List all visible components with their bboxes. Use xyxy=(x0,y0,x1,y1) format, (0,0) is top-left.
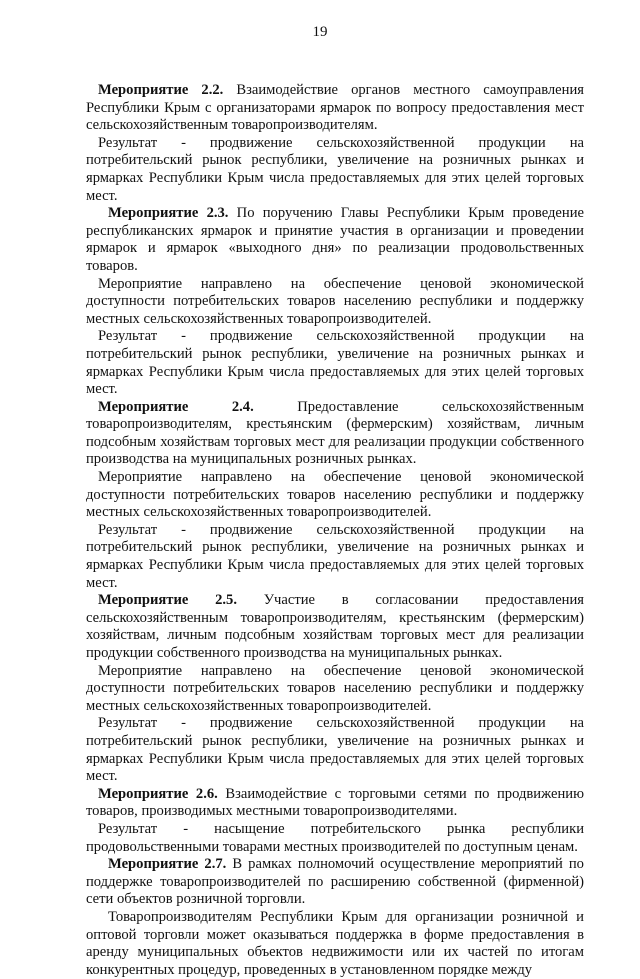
paragraph-text: Товаропроизводителям Республики Крым для организации розничной и оптовой торговли может оказываться поддержка в форме предоставления в аренду муниципальных объектов недвижимости или их частей по итогам конкурентных процедур, проведенных в установленном порядке между xyxy=(86,908,584,978)
paragraph-text: Предоставление сельскохозяйственным товаропроизводителям, крестьянским (фермерским) хозяйствам, личным подсобным хозяйствам торговых мест для реализации продукции собственного производства на муниципальных розничных рынках. xyxy=(86,398,584,468)
paragraph-measure-2-3 xyxy=(86,205,584,275)
paragraph-result xyxy=(86,135,584,205)
paragraph-text: Мероприятие направлено на обеспечение ценовой экономической доступности потребительских товаров населению республики и поддержку местных сельскохозяйственных товаропроизводителей. xyxy=(86,275,584,327)
paragraph-aim xyxy=(86,663,584,716)
paragraph-result xyxy=(86,522,584,592)
paragraph-result xyxy=(86,328,584,398)
paragraph-aim xyxy=(86,276,584,329)
page-number: 19 xyxy=(312,24,328,40)
paragraph-measure-2-4 xyxy=(86,399,584,469)
paragraph-result xyxy=(86,821,584,856)
measure-heading: Мероприятие 2.2. xyxy=(98,82,224,98)
paragraph-text: Результат - продвижение сельскохозяйственной продукции на потребительский рынок республики, увеличение на розничных рынках и ярмарках Республики Крым числа предоставляемых для этих целей торговых мест. xyxy=(86,328,584,398)
paragraph-measure-2-7 xyxy=(86,856,584,909)
document-body xyxy=(86,82,584,979)
measure-heading: Мероприятие 2.6. xyxy=(98,785,218,802)
paragraph-measure-2-5 xyxy=(86,592,584,662)
paragraph-text: Результат - насыщение потребительского рынка республики продовольственными товарами местных производителей по доступным ценам. xyxy=(86,820,584,855)
measure-heading: Мероприятие 2.4. xyxy=(98,398,254,415)
paragraph-result xyxy=(86,715,584,785)
paragraph-text: Результат - продвижение сельскохозяйственной продукции на потребительский рынок республики, увеличение на розничных рынках и ярмарках Республики Крым числа предоставляемых для этих целей торговых мест. xyxy=(86,715,584,785)
paragraph-text: Участие в согласовании предоставления сельскохозяйственным товаропроизводителям, крестьянским (фермерским) хозяйствам, личным подсобным хозяйствам торговых мест для реализации продукции собственного производства на муниципальных рынках. xyxy=(86,592,584,661)
paragraph-text: По поручению Главы Республики Крым проведение республиканских ярмарок и принятие участия в организации и проведении ярмарок и ярмарок «выходного дня» по реализации продовольственных товаров. xyxy=(86,205,584,274)
paragraph-text: Мероприятие направлено на обеспечение ценовой экономической доступности потребительских товаров населению республики и поддержку местных сельскохозяйственных товаропроизводителей. xyxy=(86,469,584,521)
measure-heading: Мероприятие 2.3. xyxy=(108,205,229,222)
paragraph-aim xyxy=(86,469,584,522)
paragraph-text: Результат - продвижение сельскохозяйственной продукции на потребительский рынок республики, увеличение на розничных рынках и ярмарках Республики Крым числа предоставляемых для этих целей торговых мест. xyxy=(86,521,584,591)
paragraph-text: Взаимодействие органов местного самоуправления Республики Крым с организаторами ярмарок по вопросу предоставления мест сельскохозяйственным товаропроизводителям. xyxy=(86,82,584,134)
paragraph-text: Результат - продвижение сельскохозяйственной продукции на потребительский рынок республики, увеличение на розничных рынках и ярмарках Республики Крым числа предоставляемых для этих целей торговых мест. xyxy=(86,134,584,204)
paragraph-measure-2-6 xyxy=(86,786,584,821)
paragraph-support xyxy=(86,909,584,979)
paragraph-text: Мероприятие направлено на обеспечение ценовой экономической доступности потребительских товаров населению республики и поддержку местных сельскохозяйственных товаропроизводителей. xyxy=(86,662,584,714)
paragraph-text: Взаимодействие с торговыми сетями по продвижению товаров, производимых местными товаропроизводителями. xyxy=(86,785,584,820)
paragraph-measure-2-2 xyxy=(86,82,584,135)
measure-heading: Мероприятие 2.5. xyxy=(98,592,237,609)
paragraph-text: В рамках полномочий осуществление мероприятий по поддержке товаропроизводителей по расширению собственной (фирменной) сети объектов розничной торговли. xyxy=(86,856,584,908)
measure-heading: Мероприятие 2.7. xyxy=(108,856,227,873)
